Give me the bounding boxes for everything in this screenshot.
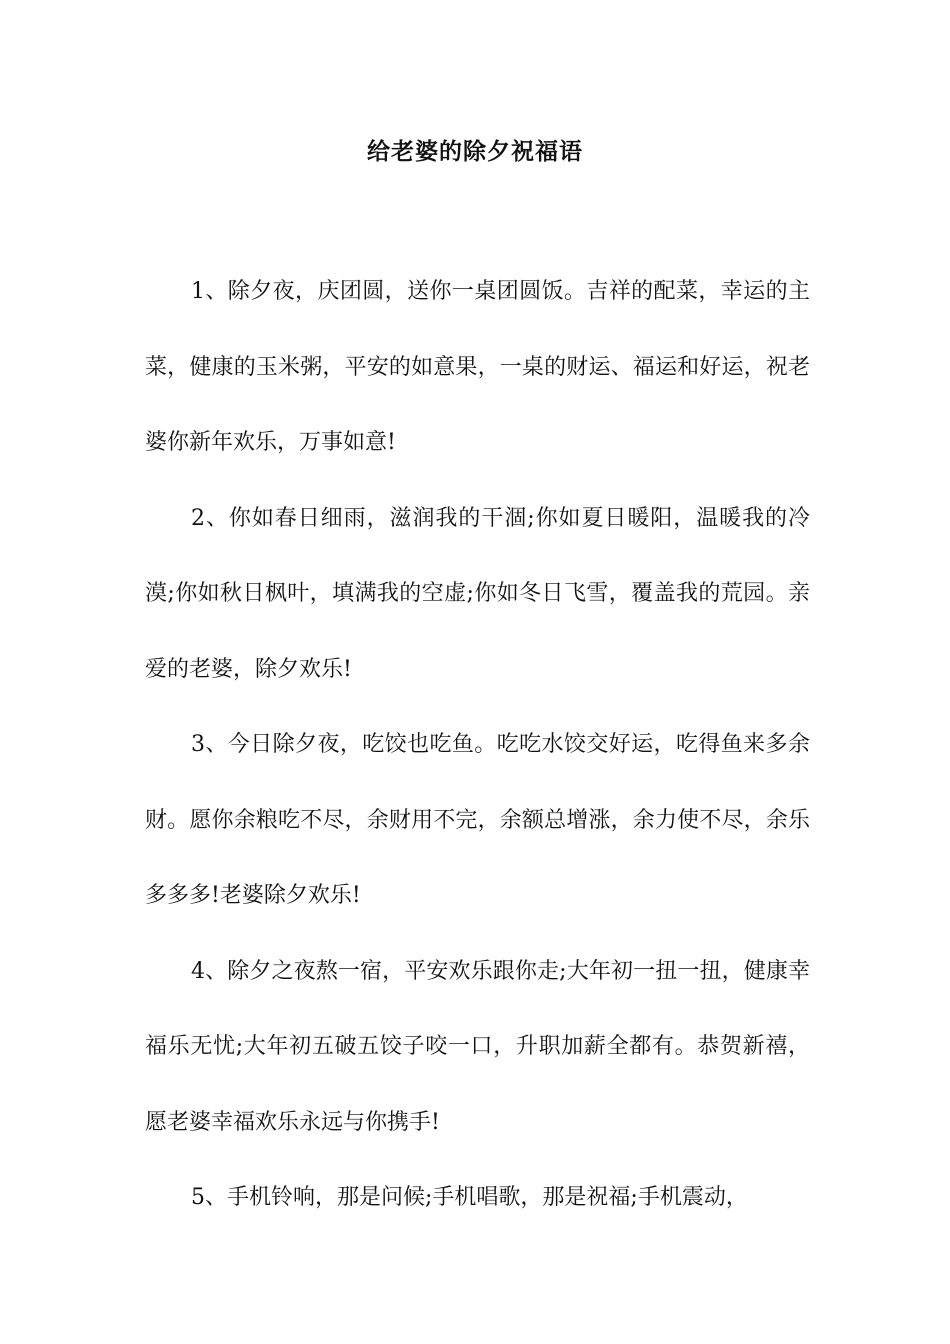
- document-title: 给老婆的除夕祝福语: [367, 138, 583, 165]
- paragraph-3: 3、今日除夕夜，吃饺也吃鱼。吃吃水饺交好运，吃得鱼来多余财。愿你余粮吃不尽，余财用不完，余额总增涨，余力使不尽，余乐多多多!老婆除夕欢乐!: [145, 732, 810, 908]
- paragraph-1: 1、除夕夜，庆团圆，送你一桌团圆饭。吉祥的配菜，幸运的主菜，健康的玉米粥，平安的如意果，一桌的财运、福运和好运，祝老婆你新年欢乐，万事如意!: [145, 279, 810, 455]
- paragraph-4: 4、除夕之夜熬一宿，平安欢乐跟你走;大年初一扭一扭，健康幸福乐无忧;大年初五破五饺子咬一口，升职加薪全都有。恭贺新禧，愿老婆幸福欢乐永远与你携手!: [145, 958, 810, 1135]
- document-body: [145, 254, 810, 1236]
- paragraph-5: 5、手机铃响，那是问候;手机唱歌，那是祝福;手机震动，: [191, 1185, 748, 1210]
- paragraph-2: 2、你如春日细雨，滋润我的干涸;你如夏日暖阳，温暖我的冷漠;你如秋日枫叶，填满我的空虚;你如冬日飞雪，覆盖我的荒园。亲爱的老婆，除夕欢乐!: [145, 505, 810, 682]
